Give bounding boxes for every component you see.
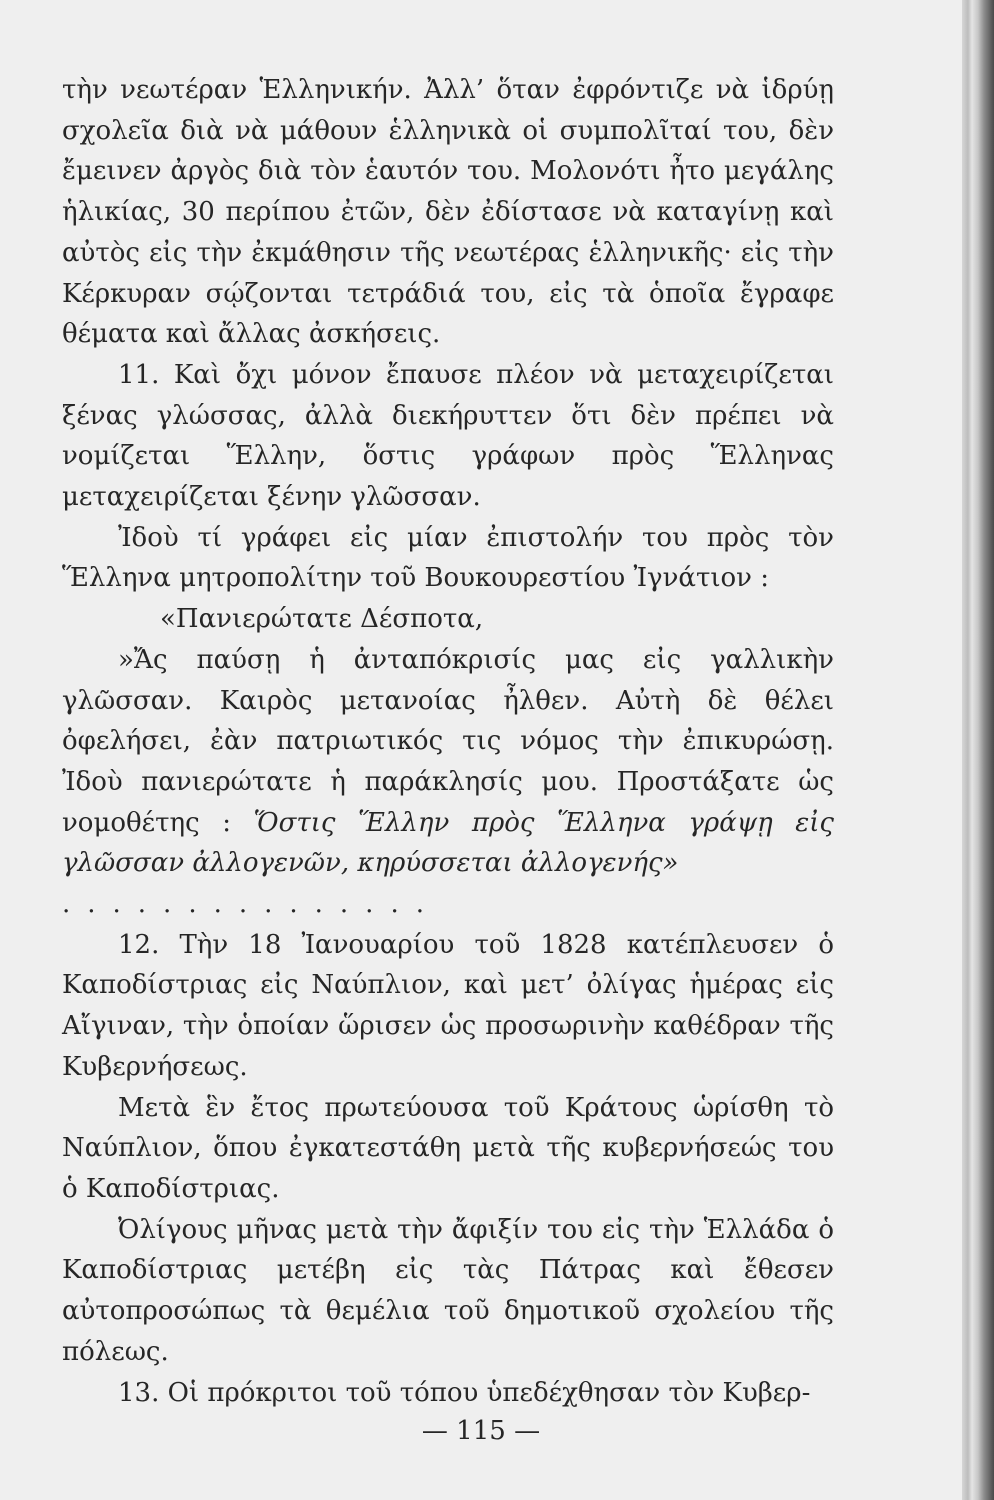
paragraph-1: τὴν νεωτέραν Ἑλληνικήν. Ἀλλ’ ὅταν ἐφρόντιζε νὰ ἱδρύῃ σχολεῖα διὰ νὰ μάθουν ἑλληνικὰ οἱ συμπολῖταί του, δὲν ἔμεινεν ἀργὸς διὰ τὸν ἑαυτόν του. Μολονότι ἦτο μεγάλης ἡλικίας, 30 περίπου ἐτῶν, δὲν ἐδίστασε νὰ καταγίνῃ καὶ αὐτὸς εἰς τὴν ἐκμάθησιν τῆς νεωτέρας ἑλληνικῆς· εἰς τὴν Κέρκυραν σῴζονται τετράδιά του, εἰς τὰ ὁποῖα ἔγραφε θέματα καὶ ἄλλας ἀσκήσεις. bbox=[62, 75, 834, 350]
paragraph-patras: Ὀλίγους μῆνας μετὰ τὴν ἄφιξίν του εἰς τὴν Ἑλλάδα ὁ Καποδίστριας μετέβη εἰς τὰς Πάτρας καὶ ἔθεσεν αὐτοπροσώπως τὰ θεμέλια τοῦ δημοτικοῦ σχολείου τῆς πόλεως. bbox=[62, 1214, 834, 1367]
paragraph-letter-intro: Ἰδοὺ τί γράφει εἰς μίαν ἐπιστολήν του πρὸς τὸν Ἕλληνα μητροπολίτην τοῦ Βουκουρεστίου Ἰγνάτιον : bbox=[62, 522, 834, 594]
paragraph-section-12: 12. Τὴν 18 Ἰανουαρίου τοῦ 1828 κατέπλευσεν ὁ Καποδίστριας εἰς Ναύπλιον, καὶ μετ’ ὀλίγας ἡμέρας εἰς Αἴγιναν, τὴν ὁποίαν ὥρισεν ὡς προσωρινὴν καθέδραν τῆς Κυβερνήσεως. bbox=[62, 929, 834, 1082]
letter-body bbox=[62, 640, 834, 884]
letter-italic-quote: Ὅστις Ἕλλην πρὸς Ἕλληνα γράψῃ εἰς γλῶσσαν ἀλλογενῶν, κηρύσσεται ἀλλογενής» bbox=[62, 807, 834, 879]
page-edge bbox=[962, 0, 994, 1500]
page-number: — 115 — bbox=[421, 1416, 541, 1446]
letter-salutation: «Πανιερώτατε Δέσποτα, bbox=[160, 604, 484, 635]
ellipsis-separator: ............... bbox=[62, 889, 441, 920]
paragraph-section-11: 11. Καὶ ὄχι μόνον ἔπαυσε πλέον νὰ μεταχειρίζεται ξένας γλώσσας, ἀλλὰ διεκήρυττεν ὅτι δὲν πρέπει νὰ νομίζεται Ἕλλην, ὅστις γράφων πρὸς Ἕλληνας μεταχειρίζεται ξένην γλῶσσαν. bbox=[62, 359, 834, 513]
paragraph-section-13: 13. Οἱ πρόκριτοι τοῦ τόπου ὑπεδέχθησαν τὸν Κυβερ- bbox=[118, 1377, 811, 1408]
page-body bbox=[62, 70, 834, 1413]
paragraph-capital: Μετὰ ἓν ἔτος πρωτεύουσα τοῦ Κράτους ὡρίσθη τὸ Ναύπλιον, ὅπου ἐγκατεστάθη μετὰ τῆς κυβερνήσεώς του ὁ Καποδίστριας. bbox=[62, 1092, 834, 1204]
letter-body-text: »Ἄς παύσῃ ἡ ἀνταπόκρισίς μας εἰς γαλλικὴν γλῶσσαν. Καιρὸς μετανοίας ἦλθεν. Αὐτὴ δὲ θέλει ὀφελήσει, ἐὰν πατριωτικός τις νόμος τὴν ἐπικυρώσῃ. Ἰδοὺ πανιερώτατε ἡ παράκλησίς μου. Προστάξατε ὡς νομοθέτης : bbox=[62, 644, 834, 838]
